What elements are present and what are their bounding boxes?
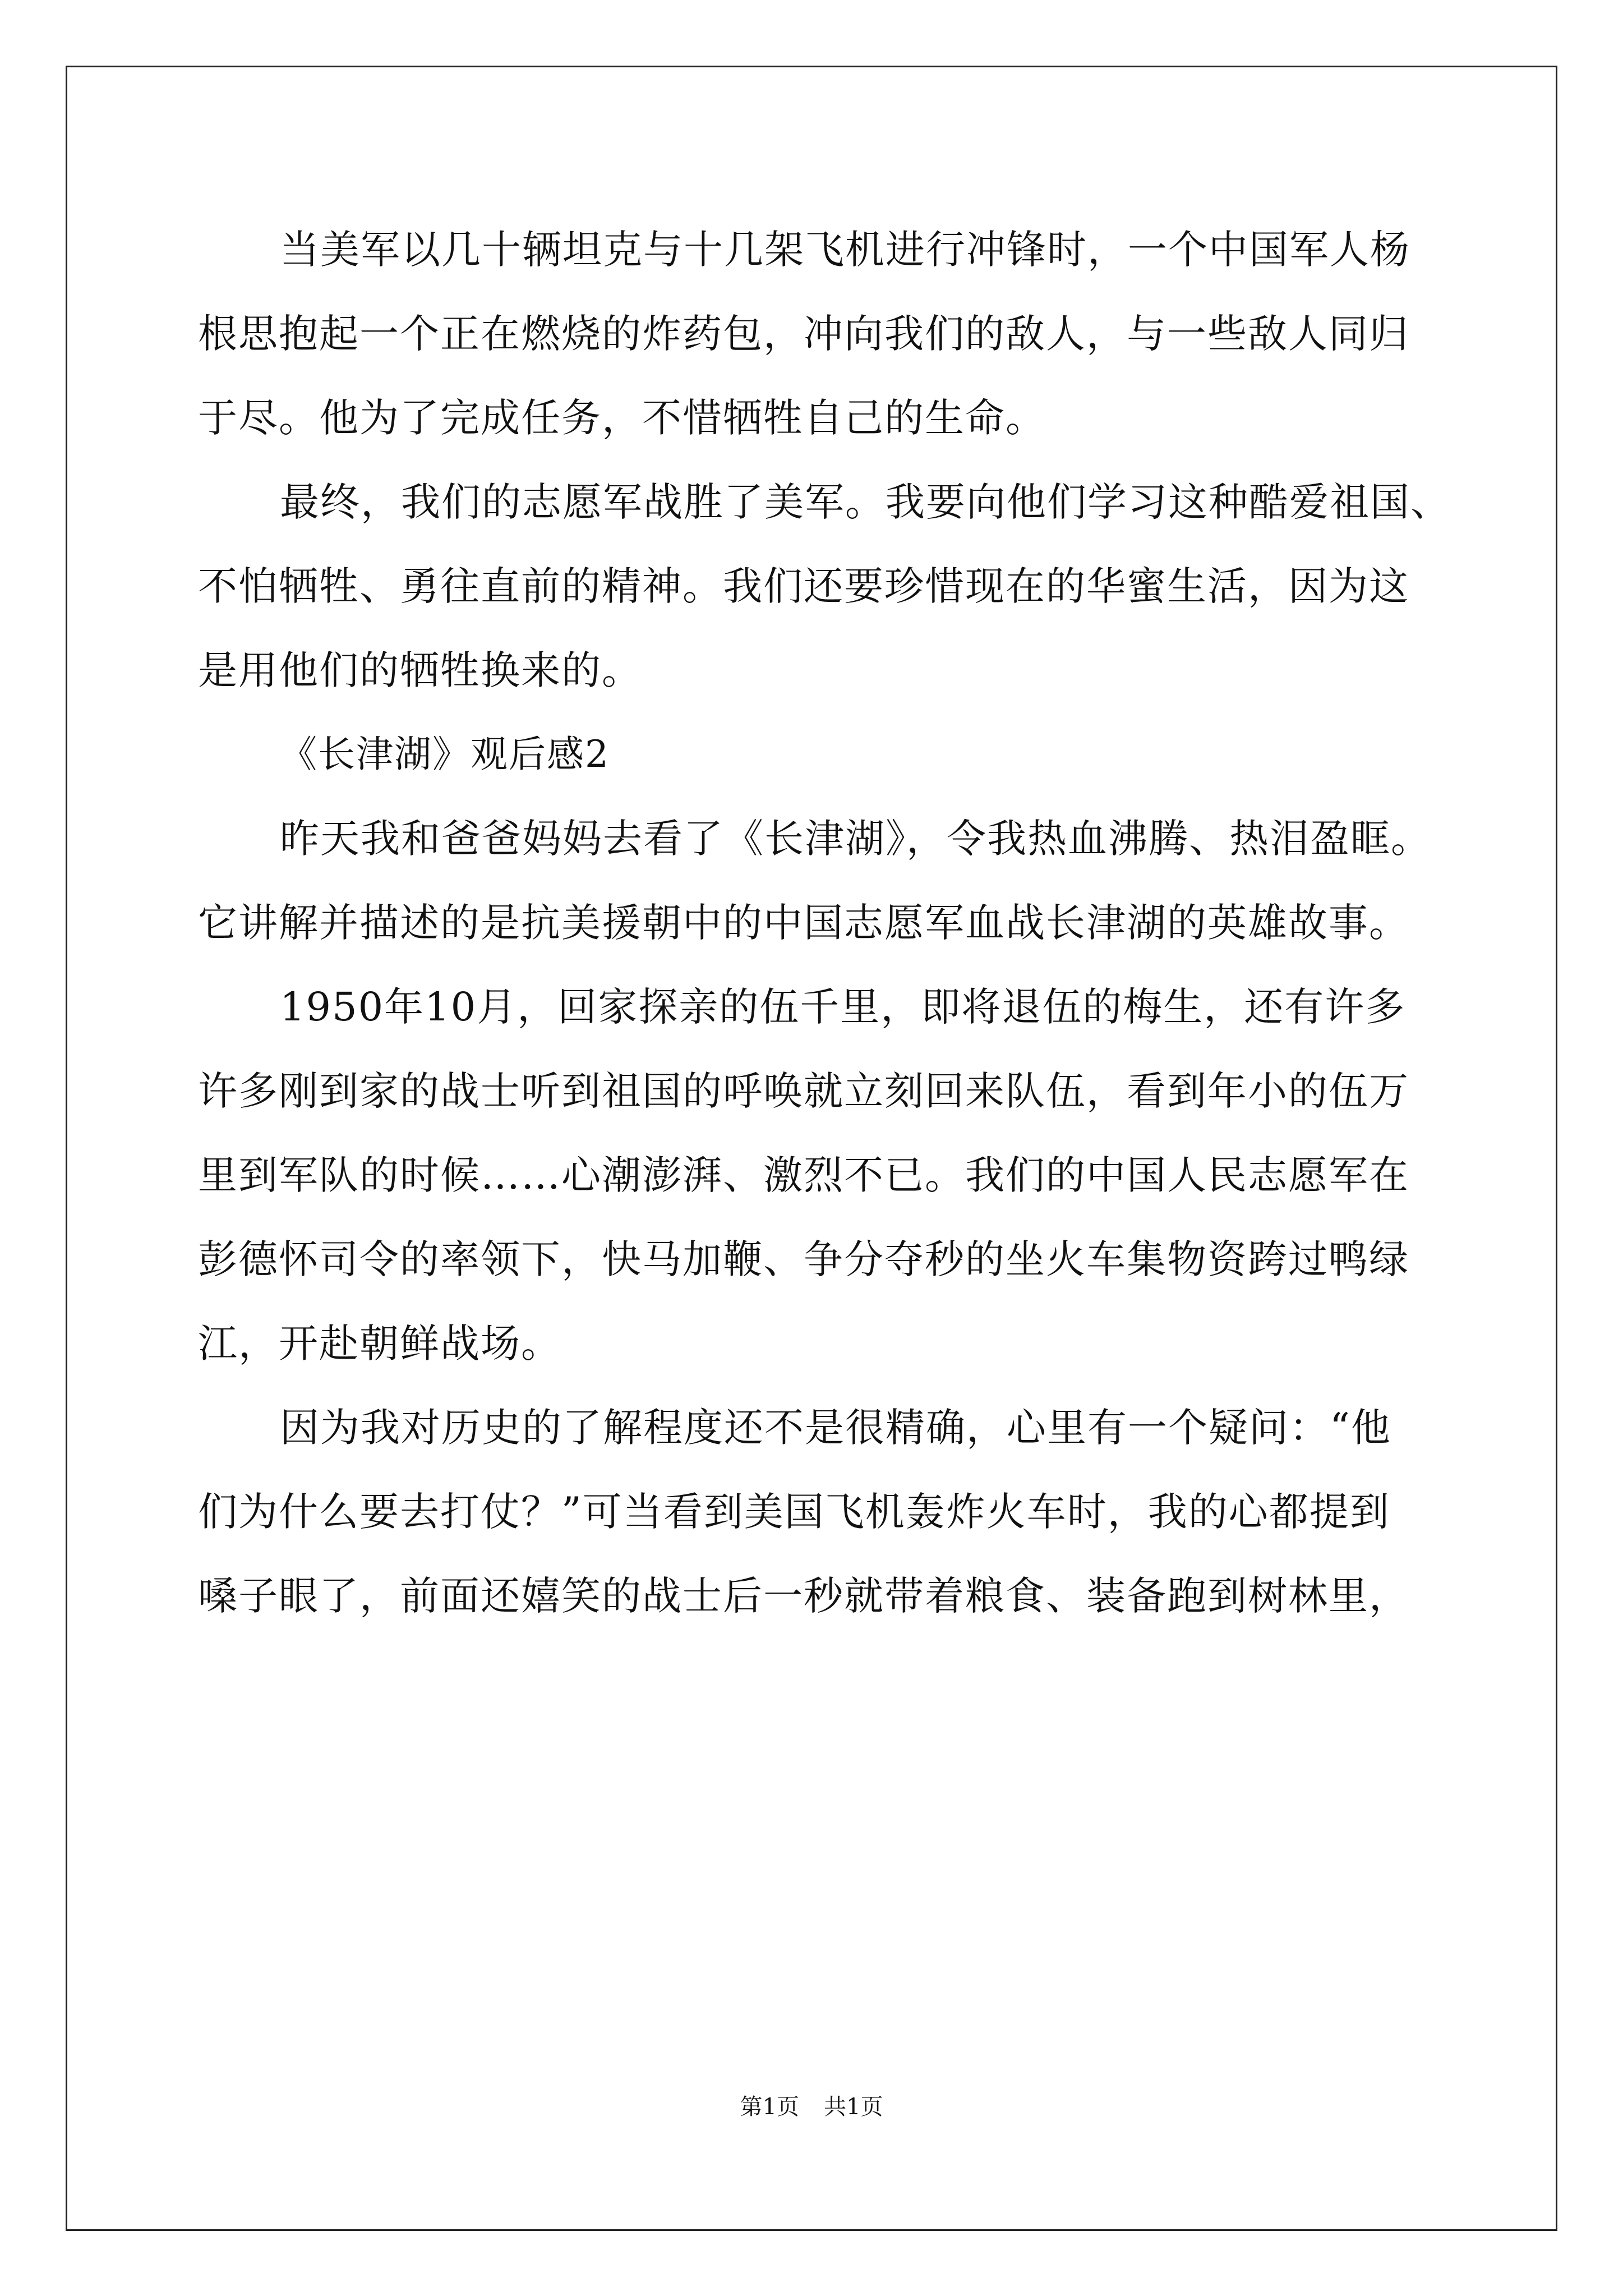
text-line: 因为我对历史的了解程度还不是很精确，心里有一个疑问：“他 [280, 1405, 1391, 1451]
text-line: 是用他们的牺牲换来的。 [198, 647, 642, 693]
text-line: 当美军以几十辆坦克与十几架飞机进行冲锋时，一个中国军人杨 [280, 227, 1410, 273]
section-heading: 《长津湖》观后感2 [280, 733, 610, 776]
text-line: 1950年10月，回家探亲的伍千里，即将退伍的梅生，还有许多 [280, 984, 1406, 1030]
text-line: 里到军队的时候……心潮澎湃、激烈不已。我们的中国人民志愿军在 [198, 1152, 1409, 1198]
text-line: 许多刚到家的战士听到祖国的呼唤就立刻回来队伍，看到年小的伍万 [198, 1068, 1409, 1114]
text-line: 于尽。他为了完成任务，不惜牺牲自己的生命。 [198, 395, 1046, 441]
text-line: 江，开赴朝鲜战场。 [198, 1320, 561, 1366]
page-total: 共1页 [824, 2094, 883, 2120]
text-line: 昨天我和爸爸妈妈去看了《长津湖》，令我热血沸腾、热泪盈眶。 [280, 816, 1431, 862]
page-number: 第1页 [740, 2094, 799, 2120]
text-line: 们为什么要去打仗？”可当看到美国飞机轰炸火车时，我的心都提到 [198, 1489, 1390, 1535]
text-line: 彭德怀司令的率领下，快马加鞭、争分夺秒的坐火车集物资跨过鸭绿 [198, 1236, 1409, 1282]
page-footer [0, 2090, 1623, 2124]
text-line: 不怕牺牲、勇往直前的精神。我们还要珍惜现在的华蜜生活，因为这 [198, 563, 1409, 609]
text-line: 最终，我们的志愿军战胜了美军。我要向他们学习这种酷爱祖国、 [280, 479, 1451, 525]
text-line: 它讲解并描述的是抗美援朝中的中国志愿军血战长津湖的英雄故事。 [198, 900, 1409, 946]
text-line: 嗓子眼了，前面还嬉笑的战士后一秒就带着粮食、装备跑到树林里， [198, 1573, 1409, 1619]
text-line: 根思抱起一个正在燃烧的炸药包，冲向我们的敌人，与一些敌人同归 [198, 311, 1409, 357]
